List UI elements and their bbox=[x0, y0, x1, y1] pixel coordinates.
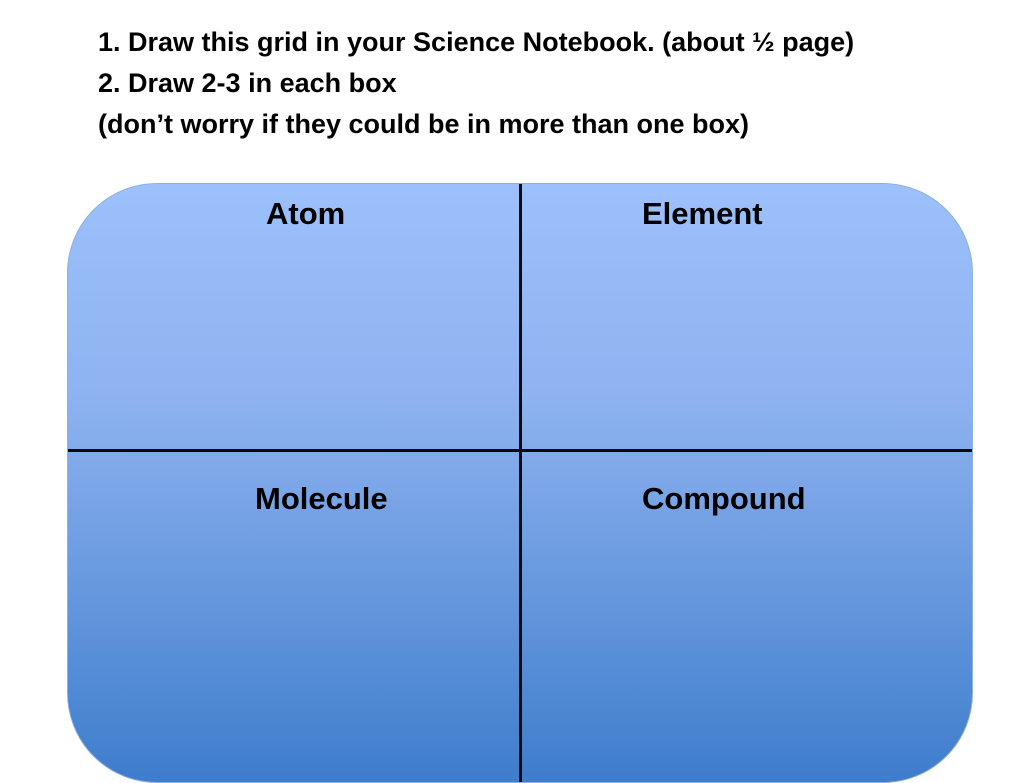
cell-label-molecule: Molecule bbox=[255, 481, 388, 516]
instruction-line-1: 1. Draw this grid in your Science Notebook. (about ½ page) bbox=[98, 27, 855, 57]
cell-label-compound: Compound bbox=[642, 481, 806, 516]
instruction-line-3: (don’t worry if they could be in more than one box) bbox=[98, 109, 750, 139]
vertical-divider bbox=[519, 184, 522, 782]
cell-label-atom: Atom bbox=[266, 196, 346, 231]
cell-label-element: Element bbox=[642, 196, 763, 231]
horizontal-divider bbox=[68, 449, 972, 452]
four-square-grid bbox=[67, 183, 973, 783]
instructions bbox=[98, 22, 978, 145]
instruction-line-2: 2. Draw 2-3 in each box bbox=[98, 68, 397, 98]
